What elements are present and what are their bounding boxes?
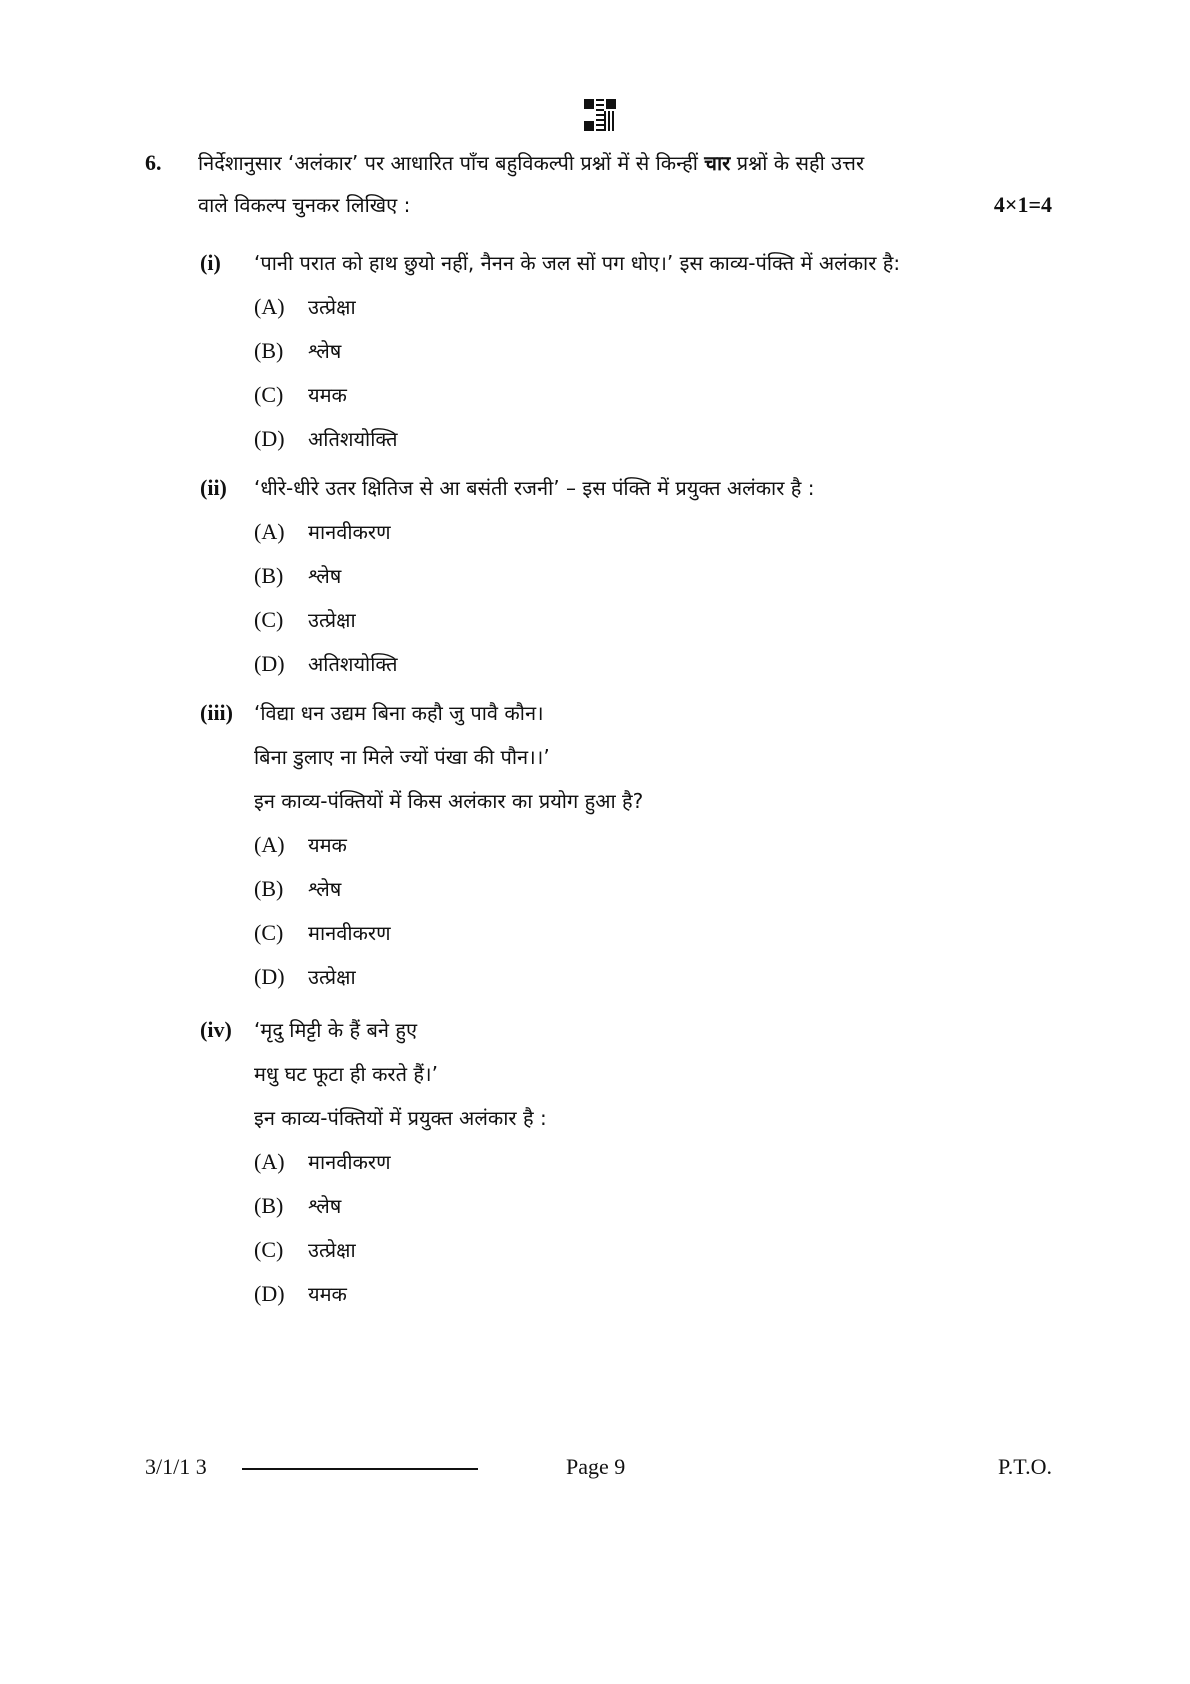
- option-label: (D): [254, 426, 285, 451]
- option-label: (C): [254, 1237, 284, 1262]
- option-text: श्लेष: [308, 877, 342, 901]
- option-label: (A): [254, 1149, 285, 1174]
- instruction-text: निर्देशानुसार ‘अलंकार’ पर आधारित पाँच बहुविकल्पी प्रश्नों में से किन्हीं: [198, 151, 698, 175]
- subquestion-text: ‘पानी परात को हाथ छुयो नहीं, नैनन के जल सों पग धोए।’ इस काव्य-पंक्ति में अलंकार है:: [254, 251, 901, 275]
- subquestion-text: मधु घट फूटा ही करते हैं।’: [254, 1062, 438, 1086]
- subquestion-label: (i): [200, 250, 221, 275]
- option-label: (D): [254, 964, 285, 989]
- subquestion-label: (iii): [200, 700, 233, 725]
- option-label: (A): [254, 832, 285, 857]
- option-label: (A): [254, 294, 285, 319]
- option-label: (C): [254, 382, 284, 407]
- option-label: (B): [254, 1193, 284, 1218]
- subquestion-label: (iv): [200, 1017, 232, 1042]
- option-text: अतिशयोक्ति: [308, 652, 398, 676]
- option-label: (A): [254, 519, 285, 544]
- subquestion-text: इन काव्य-पंक्तियों में प्रयुक्त अलंकार है :: [254, 1106, 547, 1130]
- option-label: (B): [254, 338, 284, 363]
- question-instruction-line2: वाले विकल्प चुनकर लिखिए :: [198, 193, 411, 217]
- option-label: (C): [254, 607, 284, 632]
- qr-code-icon: [584, 99, 616, 131]
- option-text: मानवीकरण: [308, 520, 391, 544]
- option-text: अतिशयोक्ति: [308, 427, 398, 451]
- instruction-text-post: प्रश्नों के सही उत्तर: [736, 151, 865, 175]
- subquestion-text: ‘विद्या धन उद्यम बिना कहौ जु पावै कौन।: [254, 701, 544, 725]
- option-text: मानवीकरण: [308, 1150, 391, 1174]
- option-text: यमक: [308, 833, 347, 857]
- option-text: उत्प्रेक्षा: [308, 295, 356, 319]
- question-marks: 4×1=4: [993, 192, 1052, 217]
- question-instruction-line1: [198, 148, 864, 178]
- option-label: (D): [254, 1281, 285, 1306]
- subquestion-text: ‘धीरे-धीरे उतर क्षितिज से आ बसंती रजनी’ – इस पंक्ति में प्रयुक्त अलंकार है :: [254, 476, 815, 500]
- option-text: मानवीकरण: [308, 921, 391, 945]
- pto-label: P.T.O.: [998, 1454, 1052, 1479]
- option-text: श्लेष: [308, 1194, 342, 1218]
- option-text: यमक: [308, 383, 347, 407]
- paper-code: 3/1/1 3: [145, 1454, 207, 1479]
- option-label: (D): [254, 651, 285, 676]
- option-text: उत्प्रेक्षा: [308, 965, 356, 989]
- option-label: (B): [254, 563, 284, 588]
- option-label: (B): [254, 876, 284, 901]
- option-label: (C): [254, 920, 284, 945]
- instruction-emphasis: चार: [704, 151, 731, 175]
- option-text: श्लेष: [308, 339, 342, 363]
- option-text: उत्प्रेक्षा: [308, 1238, 356, 1262]
- option-text: यमक: [308, 1282, 347, 1306]
- subquestion-text: बिना डुलाए ना मिले ज्यों पंखा की पौन।।’: [254, 745, 550, 769]
- option-text: उत्प्रेक्षा: [308, 608, 356, 632]
- subquestion-text: इन काव्य-पंक्तियों में किस अलंकार का प्रयोग हुआ है?: [254, 789, 644, 813]
- question-number: 6.: [145, 150, 162, 175]
- subquestion-text: ‘मृदु मिट्टी के हैं बने हुए: [254, 1018, 418, 1042]
- page-number: Page 9: [566, 1454, 626, 1479]
- footer-divider: [242, 1468, 478, 1470]
- subquestion-label: (ii): [200, 475, 227, 500]
- option-text: श्लेष: [308, 564, 342, 588]
